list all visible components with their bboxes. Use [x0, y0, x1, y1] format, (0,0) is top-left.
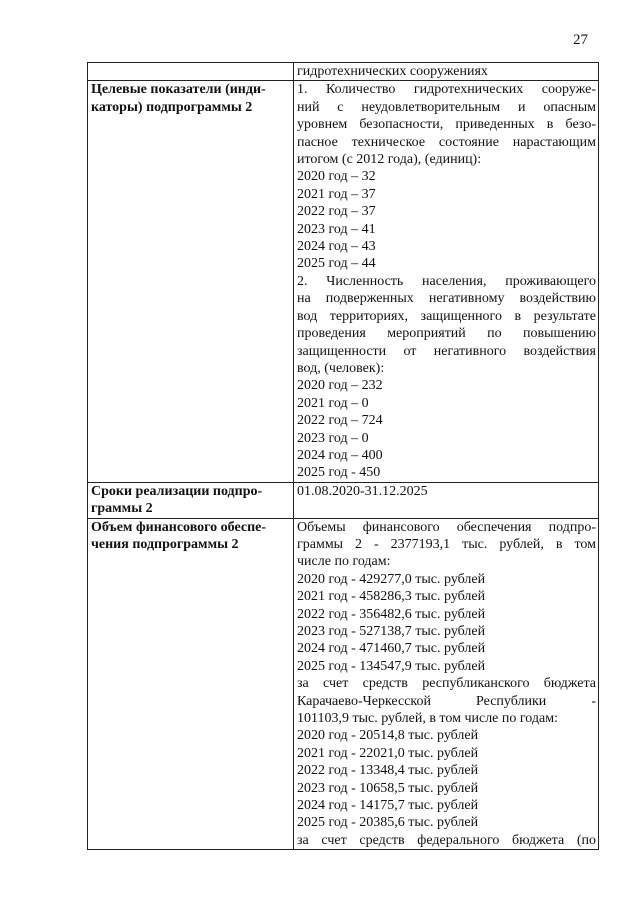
row-content-line: 2020 год – 232	[297, 378, 383, 394]
row-content-line: проведения мероприятий по повышению	[297, 326, 596, 342]
row-content-line: 2024 год - 471460,7 тыс. рублей	[297, 641, 486, 657]
row-content-line: итогом (с 2012 года), (единиц):	[297, 152, 482, 168]
row-content-line: за счет средств федерального бюджета (по	[297, 832, 596, 848]
row-content-line: 2021 год - 458286,3 тыс. рублей	[297, 589, 486, 605]
row-content-cell	[294, 81, 599, 482]
row-content-line: гидротехнических сооружениях	[297, 64, 488, 79]
table-body	[88, 63, 599, 850]
row-content-cell	[294, 63, 599, 81]
row-content-line: 1. Количество гидротехнических сооруже-	[297, 82, 596, 98]
row-content-line: защищенности от негативного воздействия	[297, 343, 596, 359]
row-content-line: 2023 год - 527138,7 тыс. рублей	[297, 624, 486, 639]
table-row	[88, 81, 599, 482]
row-label-line: граммы 2	[91, 501, 153, 517]
row-label-cell	[88, 81, 294, 482]
row-content-line: Карачаево-Черкесской Республики -	[297, 693, 596, 709]
row-content-line: 2020 год – 32	[297, 169, 376, 185]
row-content-line: 101103,9 тыс. рублей, в том числе по годам:	[297, 711, 558, 727]
row-content-line: 2020 год - 429277,0 тыс. рублей	[297, 571, 486, 587]
row-content-line: 2. Численность населения, проживающего	[297, 273, 596, 289]
row-content-line: 2023 год – 41	[297, 221, 376, 237]
row-content-line: ний с неудовлетворительным и опасным	[297, 99, 596, 115]
row-content-line: 2022 год – 724	[297, 413, 383, 429]
row-content-line: 2023 год - 10658,5 тыс. рублей	[297, 780, 479, 796]
row-label-line: Объем финансового обеспе-	[91, 519, 267, 535]
row-label-line: чения подпрограммы 2	[91, 536, 239, 552]
row-content-line: 2025 год - 134547,9 тыс. рублей	[297, 658, 486, 674]
row-content-line: Объемы финансового обеспечения подпро-	[297, 519, 596, 535]
row-content-line: граммы 2 - 2377193,1 тыс. рублей, в том	[297, 536, 596, 552]
row-content-line: 2025 год - 20385,6 тыс. рублей	[297, 815, 479, 831]
page-number: 27	[573, 32, 588, 48]
row-content-line: 2025 год – 44	[297, 256, 376, 272]
row-content-line: 2022 год - 13348,4 тыс. рублей	[297, 763, 479, 779]
row-content-line: 2024 год – 400	[297, 447, 383, 463]
row-content-line: вод, (человек):	[297, 360, 385, 376]
row-content-line: за счет средств республиканского бюджета	[297, 676, 596, 692]
row-content-line: вод территориях, защищенного в результате	[297, 308, 596, 324]
row-content-line: 2020 год - 20514,8 тыс. рублей	[297, 728, 479, 744]
row-content-cell	[294, 518, 599, 850]
row-content-line: 2024 год – 43	[297, 239, 376, 255]
row-label-line: Сроки реализации подпро-	[91, 483, 263, 499]
row-content-line: на подверженных негативному воздействию	[297, 291, 596, 307]
row-label-cell	[88, 518, 294, 850]
table-row	[88, 482, 599, 518]
row-content-line: уровнем безопасности, приведенных в безо-	[297, 117, 596, 133]
row-content-cell	[294, 482, 599, 518]
table-row	[88, 518, 599, 850]
row-content-line: 2022 год – 37	[297, 204, 376, 220]
row-label-line: каторы) подпрограммы 2	[91, 99, 253, 115]
table-row	[88, 63, 599, 81]
row-content-line: пасное техническое состояние нарастающим	[297, 134, 596, 150]
row-content-line: 2021 год – 0	[297, 395, 369, 411]
row-content-line: 01.08.2020-31.12.2025	[297, 483, 428, 499]
row-content-line: 2022 год - 356482,6 тыс. рублей	[297, 606, 486, 622]
row-content-line: 2021 год - 22021,0 тыс. рублей	[297, 745, 479, 761]
row-label-line: Целевые показатели (инди-	[91, 82, 266, 98]
row-content-line: 2025 год - 450	[297, 465, 381, 481]
row-content-line: 2023 год – 0	[297, 430, 369, 446]
passport-table	[87, 62, 599, 850]
row-content-line: 2024 год - 14175,7 тыс. рублей	[297, 798, 479, 814]
row-label-cell	[88, 482, 294, 518]
row-content-line: числе по годам:	[297, 554, 391, 570]
row-content-line: 2021 год – 37	[297, 186, 376, 202]
row-label-cell	[88, 63, 294, 81]
